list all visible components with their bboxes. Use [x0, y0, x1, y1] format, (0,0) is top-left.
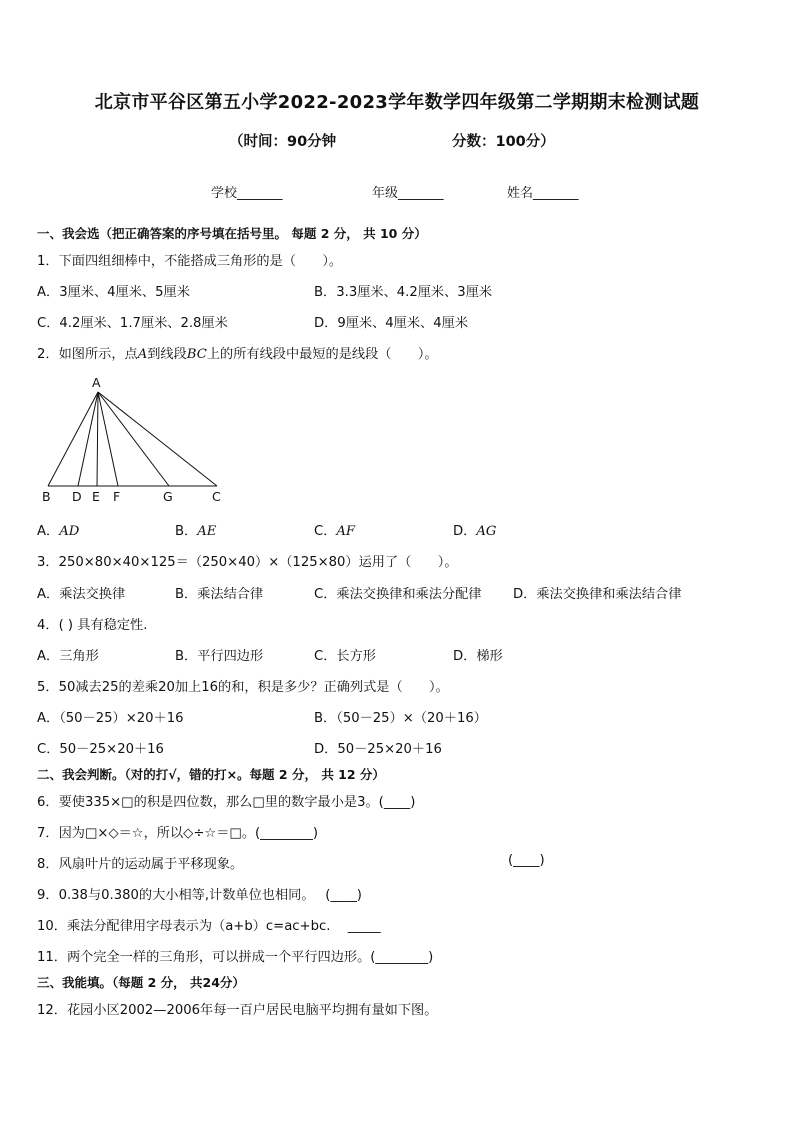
question-3-stem: 3．250×80×40×125＝（250×40）×（125×80）运用了（ ）。	[37, 555, 458, 570]
question-3-option-a: A．乘法交换律	[37, 587, 126, 602]
point-d-label: D	[72, 489, 82, 504]
segment-ag	[98, 392, 169, 486]
segment-ae	[97, 392, 98, 486]
question-9: 9．0.38与0.380的大小相等,计数单位也相同。 (____)	[37, 888, 362, 903]
question-2-option-c	[314, 520, 355, 539]
question-4-stem: 4．( ) 具有稳定性.	[37, 618, 148, 633]
question-2-stem	[37, 343, 438, 362]
question-5-option-d: D．50－25×20＋16	[314, 742, 442, 757]
segment-bc-label: BC	[186, 347, 207, 362]
question-8-answer-blank: (____)	[508, 853, 545, 868]
question-3-option-c: C．乘法交换律和乘法分配律	[314, 587, 482, 602]
exam-time: （时间：90分钟	[229, 134, 337, 150]
option-letter: A．	[37, 524, 60, 539]
question-4-option-c: C．长方形	[314, 649, 376, 664]
question-4-option-d: D．梯形	[453, 649, 503, 664]
page-title: 北京市平谷区第五小学2022-2023学年数学四年级第二学期期末检测试题	[94, 92, 700, 113]
section-1-heading: 一、我会选（把正确答案的序号填在括号里。 每题 2 分， 共 10 分）	[37, 226, 427, 241]
question-2-option-b	[175, 520, 216, 539]
question-1-option-b: B．3.3厘米、4.2厘米、3厘米	[314, 285, 493, 300]
name-field: 姓名_______	[507, 186, 579, 201]
section-2-heading: 二、我会判断。（对的打√，错的打×。每题 2 分， 共 12 分）	[37, 767, 385, 782]
question-10: 10．乘法分配律用字母表示为（a+b）c=ac+bc. _____	[37, 919, 381, 934]
question-4-option-a: A．三角形	[37, 649, 99, 664]
question-2-stem-mid: 到线段	[147, 347, 187, 362]
question-2-option-d	[453, 520, 496, 539]
question-5-option-a: A．（50－25）×20＋16	[37, 711, 184, 726]
section-3-heading: 三、我能填。（每题 2 分， 共24分）	[37, 975, 245, 990]
question-5-stem: 5．50减去25的差乘20加上16的和，积是多少？正确列式是（ ）。	[37, 680, 449, 695]
point-f-label: F	[113, 489, 121, 504]
point-g-label: G	[163, 489, 173, 504]
exam-score: 分数：100分）	[452, 134, 555, 150]
triangle-figure	[36, 372, 236, 508]
question-1-option-a: A．3厘米、4厘米、5厘米	[37, 285, 190, 300]
question-1-option-d: D．9厘米、4厘米、4厘米	[314, 316, 469, 331]
point-a-label: A	[137, 347, 148, 362]
question-11: 11．两个完全一样的三角形，可以拼成一个平行四边形。(________)	[37, 950, 434, 965]
option-letter: C．	[314, 524, 337, 539]
segment-ad	[78, 392, 98, 486]
question-1-option-c: C．4.2厘米、1.7厘米、2.8厘米	[37, 316, 228, 331]
question-3-option-d: D．乘法交换律和乘法结合律	[513, 587, 682, 602]
segment-ab	[48, 392, 98, 486]
segment-ac	[98, 392, 217, 486]
school-field: 学校_______	[211, 186, 283, 201]
question-2-stem-post: 上的所有线段中最短的是线段（ ）。	[206, 347, 438, 362]
question-1-stem: 1．下面四组细棒中，不能搭成三角形的是（ ）。	[37, 254, 343, 269]
option-letter: B．	[175, 524, 198, 539]
question-7: 7．因为□×◇＝☆，所以◇÷☆＝□。(________)	[37, 826, 319, 841]
question-12: 12．花园小区2002—2006年每一百户居民电脑平均拥有量如下图。	[37, 1003, 438, 1018]
question-5-option-b: B．（50－25）×（20＋16）	[314, 711, 487, 726]
option-value: AF	[336, 524, 356, 539]
option-value: AE	[197, 524, 217, 539]
question-2-stem-pre: 2．如图所示，点	[37, 347, 138, 362]
option-value: AG	[476, 524, 497, 539]
point-e-label: E	[92, 489, 100, 504]
option-letter: D．	[453, 524, 477, 539]
question-4-option-b: B．平行四边形	[175, 649, 264, 664]
question-2-option-a	[37, 520, 79, 539]
point-c-label: C	[212, 489, 221, 504]
segment-af	[98, 392, 118, 486]
vertex-a-label: A	[92, 375, 101, 390]
grade-field: 年级_______	[372, 186, 444, 201]
option-value: AD	[59, 524, 80, 539]
point-b-label: B	[42, 489, 51, 504]
question-5-option-c: C．50－25×20＋16	[37, 742, 164, 757]
question-8: 8．风扇叶片的运动属于平移现象。	[37, 857, 244, 872]
question-3-option-b: B．乘法结合律	[175, 587, 264, 602]
question-6: 6．要使335×□的积是四位数，那么□里的数字最小是3。(____)	[37, 795, 416, 810]
